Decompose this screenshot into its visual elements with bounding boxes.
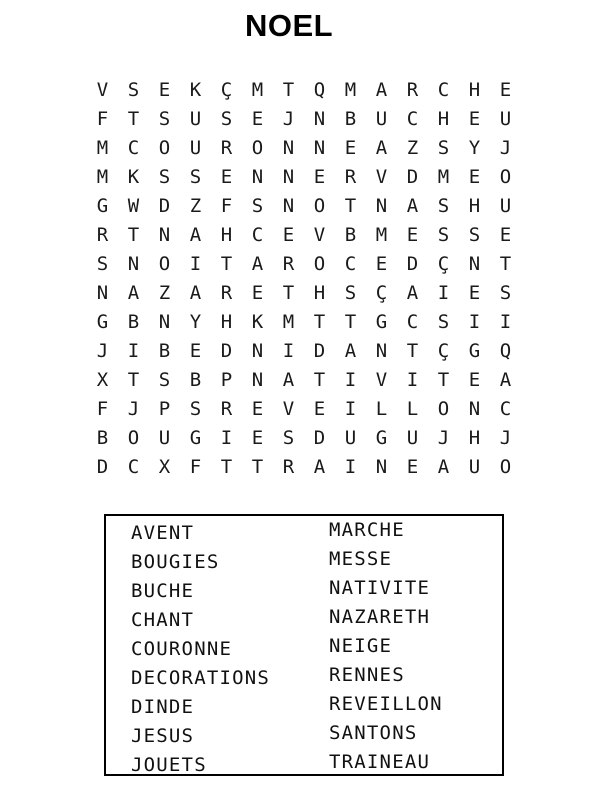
grid-letter[interactable]: I (127, 340, 140, 362)
grid-letter[interactable]: E (282, 224, 295, 246)
grid-letter[interactable]: J (282, 108, 295, 130)
grid-letter[interactable]: M (375, 224, 388, 246)
grid-letter[interactable]: G (468, 340, 481, 362)
grid-letter[interactable]: H (220, 224, 233, 246)
word-list-left (131, 519, 270, 780)
grid-letter[interactable]: F (189, 456, 202, 478)
grid-letter[interactable]: T (127, 224, 140, 246)
grid-letter[interactable]: J (96, 340, 109, 362)
grid-letter[interactable]: C (127, 456, 140, 478)
letter-grid (87, 76, 521, 482)
grid-letter[interactable]: V (375, 166, 388, 188)
grid-letter[interactable]: D (313, 427, 326, 449)
grid-letter[interactable]: B (158, 340, 171, 362)
grid-letter[interactable]: N (282, 137, 295, 159)
grid-letter[interactable]: H (468, 427, 481, 449)
grid-letter[interactable]: T (344, 311, 357, 333)
grid-letter[interactable]: T (251, 456, 264, 478)
grid-letter[interactable]: A (375, 79, 388, 101)
grid-letter[interactable]: B (189, 369, 202, 391)
grid-letter[interactable]: A (344, 340, 357, 362)
grid-letter[interactable]: O (437, 398, 450, 420)
grid-letter[interactable]: B (96, 427, 109, 449)
word-list-item: JESUS (131, 725, 195, 747)
grid-letter[interactable]: S (499, 282, 512, 304)
grid-letter[interactable]: Y (468, 137, 481, 159)
grid-letter[interactable]: T (437, 369, 450, 391)
grid-letter[interactable]: U (499, 108, 512, 130)
grid-letter[interactable]: Ç (437, 340, 450, 362)
grid-letter[interactable]: I (220, 427, 233, 449)
grid-letter[interactable]: N (127, 253, 140, 275)
grid-letter[interactable]: N (468, 253, 481, 275)
grid-letter[interactable]: U (375, 108, 388, 130)
grid-letter[interactable]: R (282, 456, 295, 478)
grid-letter[interactable]: R (220, 137, 233, 159)
grid-letter[interactable]: E (468, 108, 481, 130)
grid-letter[interactable]: N (251, 166, 264, 188)
grid-letter[interactable]: E (468, 369, 481, 391)
grid-letter[interactable]: A (189, 224, 202, 246)
grid-letter[interactable]: M (96, 166, 109, 188)
grid-letter[interactable]: P (220, 369, 233, 391)
grid-letter[interactable]: O (313, 195, 326, 217)
grid-letter[interactable]: P (158, 398, 171, 420)
grid-letter[interactable]: E (251, 427, 264, 449)
grid-letter[interactable]: I (282, 340, 295, 362)
grid-letter[interactable]: U (189, 137, 202, 159)
grid-letter[interactable]: K (127, 166, 140, 188)
grid-letter[interactable]: V (375, 369, 388, 391)
grid-letter[interactable]: E (251, 108, 264, 130)
word-list-item: BOUGIES (131, 551, 220, 573)
grid-letter[interactable]: B (344, 108, 357, 130)
grid-letter[interactable]: S (437, 311, 450, 333)
grid-letter[interactable]: I (344, 398, 357, 420)
grid-letter[interactable]: A (313, 456, 326, 478)
grid-letter[interactable]: G (375, 427, 388, 449)
grid-letter[interactable]: S (127, 79, 140, 101)
word-list-item: JOUETS (131, 754, 207, 776)
grid-letter[interactable]: H (468, 195, 481, 217)
grid-letter[interactable]: J (499, 137, 512, 159)
word-list-item: REVEILLON (329, 693, 443, 715)
puzzle-title: NOEL (244, 8, 334, 43)
grid-letter[interactable]: U (406, 427, 419, 449)
grid-letter[interactable]: A (406, 282, 419, 304)
grid-letter[interactable]: D (96, 456, 109, 478)
grid-letter[interactable]: R (282, 253, 295, 275)
grid-letter[interactable]: T (127, 369, 140, 391)
grid-letter[interactable]: M (96, 137, 109, 159)
grid-letter[interactable]: O (158, 253, 171, 275)
grid-letter[interactable]: J (437, 427, 450, 449)
word-list-box (104, 514, 504, 776)
grid-letter[interactable]: X (158, 456, 171, 478)
grid-letter[interactable]: J (499, 427, 512, 449)
grid-letter[interactable]: I (406, 369, 419, 391)
grid-letter[interactable]: Ç (375, 282, 388, 304)
grid-letter[interactable]: S (437, 195, 450, 217)
grid-letter[interactable]: Q (313, 79, 326, 101)
grid-letter[interactable]: D (313, 340, 326, 362)
grid-letter[interactable]: S (251, 195, 264, 217)
grid-letter[interactable]: E (158, 79, 171, 101)
grid-letter[interactable]: I (344, 456, 357, 478)
grid-letter[interactable]: A (406, 195, 419, 217)
grid-letter[interactable]: S (158, 166, 171, 188)
grid-letter[interactable]: N (468, 398, 481, 420)
word-list-right (329, 516, 443, 777)
grid-letter[interactable]: T (406, 340, 419, 362)
grid-letter[interactable]: T (220, 456, 233, 478)
grid-letter[interactable]: N (375, 456, 388, 478)
grid-letter[interactable]: T (127, 108, 140, 130)
grid-letter[interactable]: C (251, 224, 264, 246)
grid-letter[interactable]: U (344, 427, 357, 449)
grid-letter[interactable]: C (437, 79, 450, 101)
grid-letter[interactable]: A (375, 137, 388, 159)
grid-letter[interactable]: S (437, 224, 450, 246)
word-list-item: AVENT (131, 522, 195, 544)
word-list-item: CHANT (131, 609, 195, 631)
grid-letter[interactable]: T (220, 253, 233, 275)
grid-letter[interactable]: O (499, 166, 512, 188)
grid-letter[interactable]: A (499, 369, 512, 391)
grid-letter[interactable]: O (251, 137, 264, 159)
grid-letter[interactable]: I (189, 253, 202, 275)
grid-letter[interactable]: C (406, 311, 419, 333)
grid-letter[interactable]: S (158, 108, 171, 130)
grid-letter[interactable]: E (499, 224, 512, 246)
grid-letter[interactable]: G (96, 311, 109, 333)
grid-letter[interactable]: S (189, 166, 202, 188)
grid-letter[interactable]: N (375, 340, 388, 362)
grid-letter[interactable]: N (313, 108, 326, 130)
grid-letter[interactable]: I (437, 282, 450, 304)
grid-letter[interactable]: N (313, 137, 326, 159)
grid-letter[interactable]: B (344, 224, 357, 246)
grid-letter[interactable]: C (406, 108, 419, 130)
grid-letter[interactable]: F (96, 108, 109, 130)
grid-letter[interactable]: A (437, 456, 450, 478)
word-list-item: DINDE (131, 696, 195, 718)
grid-letter[interactable]: L (406, 398, 419, 420)
grid-letter[interactable]: D (158, 195, 171, 217)
word-list-item: TRAINEAU (329, 751, 431, 773)
grid-letter[interactable]: N (96, 282, 109, 304)
grid-letter[interactable]: G (189, 427, 202, 449)
word-list-item: DECORATIONS (131, 667, 271, 689)
grid-letter[interactable]: O (313, 253, 326, 275)
grid-letter[interactable]: V (282, 398, 295, 420)
grid-letter[interactable]: F (96, 398, 109, 420)
grid-letter[interactable]: E (468, 282, 481, 304)
grid-letter[interactable]: N (375, 195, 388, 217)
grid-letter[interactable]: O (158, 137, 171, 159)
grid-letter[interactable]: Ç (220, 79, 233, 101)
grid-letter[interactable]: T (344, 195, 357, 217)
grid-letter[interactable]: E (189, 340, 202, 362)
grid-letter[interactable]: E (406, 224, 419, 246)
grid-letter[interactable]: E (251, 282, 264, 304)
grid-letter[interactable]: M (344, 79, 357, 101)
grid-letter[interactable]: E (220, 166, 233, 188)
grid-letter[interactable]: H (437, 108, 450, 130)
grid-letter[interactable]: U (189, 108, 202, 130)
grid-letter[interactable]: Y (189, 311, 202, 333)
grid-letter[interactable]: D (406, 253, 419, 275)
grid-letter[interactable]: E (406, 456, 419, 478)
grid-letter[interactable]: S (437, 137, 450, 159)
grid-letter[interactable]: F (220, 195, 233, 217)
grid-letter[interactable]: G (375, 311, 388, 333)
grid-letter[interactable]: S (96, 253, 109, 275)
grid-letter[interactable]: S (189, 398, 202, 420)
grid-letter[interactable]: E (313, 166, 326, 188)
grid-letter[interactable]: R (220, 398, 233, 420)
grid-letter[interactable]: D (220, 340, 233, 362)
grid-letter[interactable]: M (437, 166, 450, 188)
grid-letter[interactable]: X (96, 369, 109, 391)
grid-letter[interactable]: N (251, 340, 264, 362)
word-list-item: MESSE (329, 548, 393, 570)
grid-letter[interactable]: N (282, 166, 295, 188)
grid-letter[interactable]: I (499, 311, 512, 333)
grid-letter[interactable]: U (499, 195, 512, 217)
word-list-item: SANTONS (329, 722, 418, 744)
grid-letter[interactable]: T (282, 282, 295, 304)
grid-letter[interactable]: I (344, 369, 357, 391)
grid-letter[interactable]: Z (189, 195, 202, 217)
grid-letter[interactable]: G (96, 195, 109, 217)
word-list-item: NAZARETH (329, 606, 431, 628)
grid-letter[interactable]: S (282, 427, 295, 449)
grid-letter[interactable]: Ç (437, 253, 450, 275)
word-list-item: RENNES (329, 664, 405, 686)
grid-letter[interactable]: U (158, 427, 171, 449)
grid-letter[interactable]: R (220, 282, 233, 304)
grid-letter[interactable]: N (158, 224, 171, 246)
grid-letter[interactable]: O (127, 427, 140, 449)
grid-letter[interactable]: N (251, 369, 264, 391)
grid-letter[interactable]: S (344, 282, 357, 304)
grid-letter[interactable]: A (127, 282, 140, 304)
grid-letter[interactable]: B (127, 311, 140, 333)
grid-letter[interactable]: T (499, 253, 512, 275)
grid-letter[interactable]: H (313, 282, 326, 304)
grid-letter[interactable]: R (344, 166, 357, 188)
grid-letter[interactable]: K (251, 311, 264, 333)
grid-letter[interactable]: E (251, 398, 264, 420)
grid-letter[interactable]: E (375, 253, 388, 275)
grid-letter[interactable]: I (468, 311, 481, 333)
grid-letter[interactable]: T (313, 311, 326, 333)
word-list-item: COURONNE (131, 638, 233, 660)
grid-letter[interactable]: D (406, 166, 419, 188)
grid-letter[interactable]: Z (158, 282, 171, 304)
grid-letter[interactable]: M (251, 79, 264, 101)
grid-letter[interactable]: N (282, 195, 295, 217)
grid-letter[interactable]: Z (406, 137, 419, 159)
grid-letter[interactable]: E (499, 79, 512, 101)
grid-letter[interactable]: S (468, 224, 481, 246)
grid-letter[interactable]: R (406, 79, 419, 101)
word-list-item: NATIVITE (329, 577, 431, 599)
grid-letter[interactable]: T (282, 79, 295, 101)
grid-letter[interactable]: E (468, 166, 481, 188)
grid-letter[interactable]: R (96, 224, 109, 246)
grid-letter[interactable]: V (96, 79, 109, 101)
grid-letter[interactable]: E (313, 398, 326, 420)
grid-letter[interactable]: O (499, 456, 512, 478)
grid-letter[interactable]: S (220, 108, 233, 130)
grid-letter[interactable]: Q (499, 340, 512, 362)
grid-letter[interactable]: C (344, 253, 357, 275)
grid-letter[interactable]: C (127, 137, 140, 159)
word-list-item: NEIGE (329, 635, 393, 657)
grid-letter[interactable]: V (313, 224, 326, 246)
grid-letter[interactable]: L (375, 398, 388, 420)
grid-letter[interactable]: U (468, 456, 481, 478)
grid-letter[interactable]: S (158, 369, 171, 391)
grid-letter[interactable]: J (127, 398, 140, 420)
grid-letter[interactable]: N (158, 311, 171, 333)
grid-letter[interactable]: H (468, 79, 481, 101)
grid-letter[interactable]: E (344, 137, 357, 159)
grid-letter[interactable]: K (189, 79, 202, 101)
grid-letter[interactable]: A (189, 282, 202, 304)
grid-letter[interactable]: H (220, 311, 233, 333)
grid-letter[interactable]: A (282, 369, 295, 391)
grid-letter[interactable]: W (127, 195, 140, 217)
grid-letter[interactable]: T (313, 369, 326, 391)
grid-letter[interactable]: C (499, 398, 512, 420)
grid-letter[interactable]: M (282, 311, 295, 333)
grid-letter[interactable]: A (251, 253, 264, 275)
word-list-item: MARCHE (329, 519, 405, 541)
word-list-item: BUCHE (131, 580, 195, 602)
